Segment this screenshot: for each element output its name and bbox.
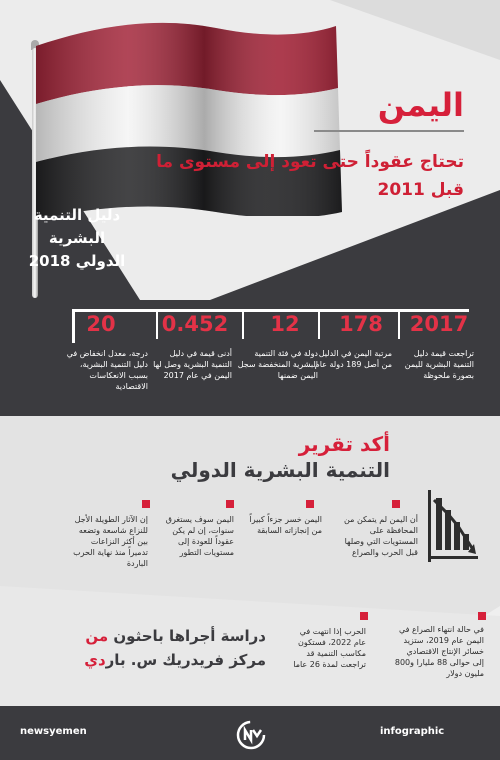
report-point: في حالة انتهاء الصراع في اليمن عام 2019، ستزيد خسائر الإنتاج الاقتصادي إلى حوالى 88 مليارا و800 مليون دولار xyxy=(394,625,484,678)
study-line-1-accent: من xyxy=(85,627,109,645)
stat-value: 20 xyxy=(86,312,116,336)
bullet-marker xyxy=(478,612,486,620)
title-divider xyxy=(314,130,464,132)
footer-brand: newsyemen xyxy=(20,726,87,737)
bullet-marker xyxy=(360,612,368,620)
stat-description: درجة، معدل انخفاض في دليل التنمية البشرية، بسبب الانعكاسات الاقتصادية xyxy=(66,349,148,391)
stat-description: تراجعت قيمة دليل التنمية البشرية لليمن بصورة ملحوظة xyxy=(404,349,474,380)
stat-value: 178 xyxy=(339,312,383,336)
stat-description: مرتبة اليمن في الدليل من أصل 189 دولة عام xyxy=(314,349,392,369)
newsyemen-logo-icon xyxy=(236,720,266,750)
stat-value: 2017 xyxy=(409,312,469,336)
report-point: أن اليمن لم يتمكن من المحافظة على المستويات التي وصلها قبل الحرب والصراع xyxy=(344,515,418,557)
report-heading: أكد تقرير xyxy=(298,432,390,456)
bullet-marker xyxy=(142,500,150,508)
stat-value: 12 xyxy=(270,312,300,336)
study-line-2: مركز فريدريك س. بار xyxy=(105,651,266,669)
stat-description: دولة في فئة التنمية البشرية المنخفضة سجل اليمن ضمنها xyxy=(237,349,318,380)
report-point: إن الآثار الطويلة الأجل للنزاع شاسعة وتضعه بين أكثر النزاعات تدميراً منذ نهاية الحرب الباردة xyxy=(73,515,148,568)
study-credit xyxy=(56,624,266,672)
report-point: الحرب إذا انتهت في عام 2022، فستكون مكاسب التنمية قد تراجعت لمدة 26 عاما xyxy=(293,627,366,669)
page-title: اليمن xyxy=(377,86,464,124)
stat-description: أدنى قيمة في دليل التنمية البشرية وصل لها اليمن في عام 2017 xyxy=(153,349,232,380)
bullet-marker xyxy=(392,500,400,508)
bullet-marker xyxy=(306,500,314,508)
study-line-1: دراسة أجراها باحثون xyxy=(108,627,266,645)
report-point: اليمن سوف يستغرق سنوات، إن لم يكن عقوداً للعودة إلى مستويات التطور xyxy=(165,515,234,557)
page-subtitle: تحتاج عقوداً حتى تعود إلى مستوى ما قبل 2011 xyxy=(156,152,464,200)
bullet-marker xyxy=(226,500,234,508)
stat-value: 0.452 xyxy=(161,312,229,336)
declining-chart-icon xyxy=(428,490,478,562)
report-subheading: التنمية البشرية الدولي xyxy=(170,458,390,482)
hdi-label: دليل التنمية البشرية الدولي 2018 xyxy=(28,206,126,270)
report-point: اليمن خسر جزءاً كبيراً من إنجازاته السابقة xyxy=(249,515,322,535)
study-line-2-accent: دي xyxy=(84,651,106,669)
footer-tag: infographic xyxy=(380,726,445,737)
